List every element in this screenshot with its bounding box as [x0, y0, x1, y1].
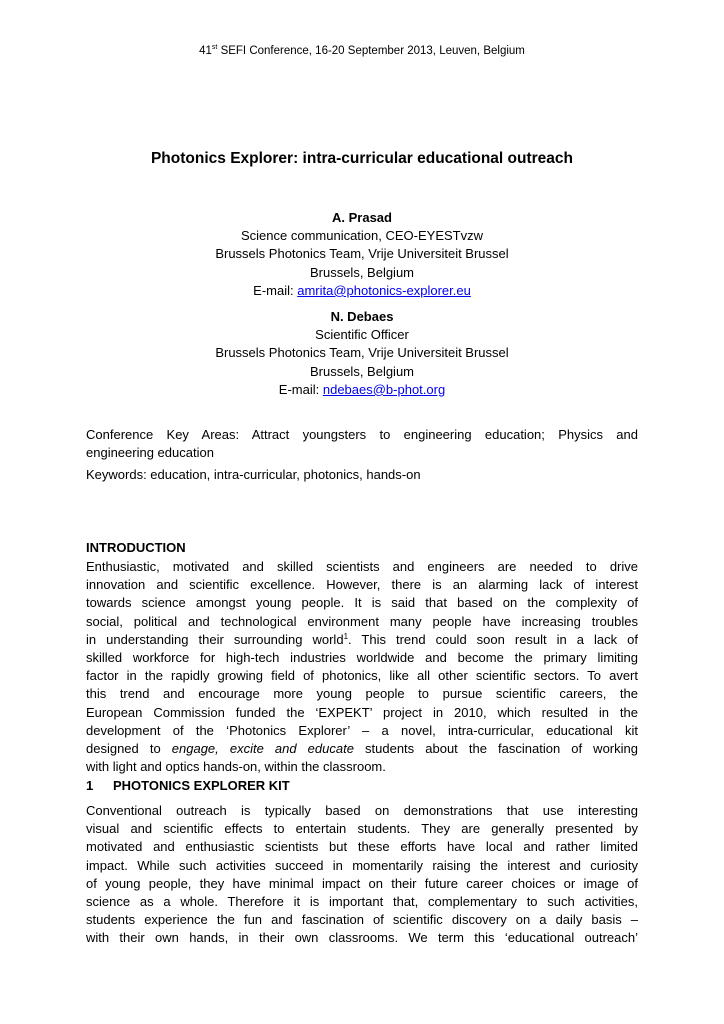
text-line: innovation and scientific excellence. However, there is an alarming lack of interest	[86, 577, 638, 593]
email-label: E-mail:	[253, 282, 298, 298]
text-line	[86, 740, 638, 758]
text-line: factor in the rapidly growing field of photonics, like all other scientific sectors. To avert	[86, 668, 638, 684]
author-block-2	[0, 308, 724, 399]
text-line: visual and scientific effects to entertain students. They are generally presented by	[86, 821, 638, 837]
author-email-line	[0, 381, 724, 399]
author-location: Brussels, Belgium	[309, 264, 415, 280]
text-line: towards science amongst young people. It is said that based on the complexity of	[86, 595, 638, 611]
author-role: Science communication, CEO-EYESTvzw	[240, 228, 484, 244]
text-line: science as a whole. Therefore it is important that, complementary to such activities,	[86, 894, 638, 910]
text-line: social, political and technological environment many people have increasing troubles	[86, 613, 638, 629]
text-line: with their own hands, in their own classrooms. We term this ‘educational outreach’	[86, 930, 638, 946]
text-line: Conventional outreach is typically based on demonstrations that use interesting	[86, 803, 638, 818]
text-line: students experience the fun and fascination of scientific discovery on a daily basis –	[86, 912, 638, 928]
author-email-line	[0, 282, 724, 300]
author-affiliation: Brussels Photonics Team, Vrije Universiteit Brussel	[215, 345, 509, 361]
text-line: skilled workforce for high-tech industries worldwide and become the primary limiting	[86, 650, 638, 666]
author-name: A. Prasad	[332, 210, 392, 225]
email-link[interactable]: amrita@photonics-explorer.eu	[297, 282, 471, 298]
introduction-heading: INTRODUCTION	[86, 540, 186, 555]
header-edition: 41	[199, 45, 212, 57]
section-1-paragraph	[86, 802, 638, 948]
text-line: of young people, they have minimal impact on their future career choices or image of	[86, 875, 638, 891]
author-name: N. Debaes	[330, 309, 394, 324]
author-affiliation: Brussels Photonics Team, Vrije Universiteit Brussel	[215, 246, 509, 262]
author-block-1	[0, 209, 724, 300]
email-link[interactable]: ndebaes@b-phot.org	[322, 381, 446, 397]
key-areas-line: engineering education	[86, 445, 214, 461]
text-line: development of the ‘Photonics Explorer’ – a novel, intra-curricular, educational kit	[86, 722, 638, 738]
text-line	[86, 631, 638, 649]
text-line: impact. While such activities succeed in momentarily raising the interest and curiosity	[86, 857, 638, 873]
email-label: E-mail:	[278, 381, 323, 397]
text-line: motivated and enthusiastic scientists but these efforts have local and rather limited	[86, 839, 638, 855]
text-segment: in understanding their surrounding world	[86, 631, 344, 647]
author-location: Brussels, Belgium	[309, 363, 415, 379]
key-areas-line: Conference Key Areas: Attract youngsters to engineering education; Physics and	[86, 427, 638, 442]
text-line: European Commission funded the ‘EXPEKT’ project in 2010, which resulted in the	[86, 704, 638, 720]
emphasis-text: engage, excite and educate	[171, 741, 354, 757]
footnote-marker[interactable]: 1	[343, 631, 349, 641]
text-line: Enthusiastic, motivated and skilled scientists and engineers are needed to drive	[86, 559, 638, 574]
running-header	[0, 44, 724, 57]
text-line: this trend and encourage more young people to pursue scientific careers, the	[86, 686, 638, 702]
section-1-heading	[86, 778, 290, 793]
text-segment: designed to	[86, 741, 172, 757]
text-segment: . This trend could soon result in a lack of	[348, 631, 638, 647]
section-title: PHOTONICS EXPLORER KIT	[113, 778, 290, 793]
introduction-paragraph	[86, 558, 638, 776]
text-segment: students about the fascination of working	[353, 741, 638, 757]
keywords: Keywords: education, intra-curricular, photonics, hands-on	[86, 467, 421, 482]
text-line: with light and optics hands-on, within the classroom.	[86, 759, 386, 775]
header-conference: SEFI Conference, 16-20 September 2013, Leuven, Belgium	[217, 45, 525, 57]
author-role: Scientific Officer	[315, 327, 409, 343]
header-ordinal: st	[211, 44, 218, 51]
section-number: 1	[86, 778, 94, 793]
conference-key-areas	[86, 426, 638, 462]
paper-title: Photonics Explorer: intra-curricular educational outreach	[150, 150, 574, 167]
